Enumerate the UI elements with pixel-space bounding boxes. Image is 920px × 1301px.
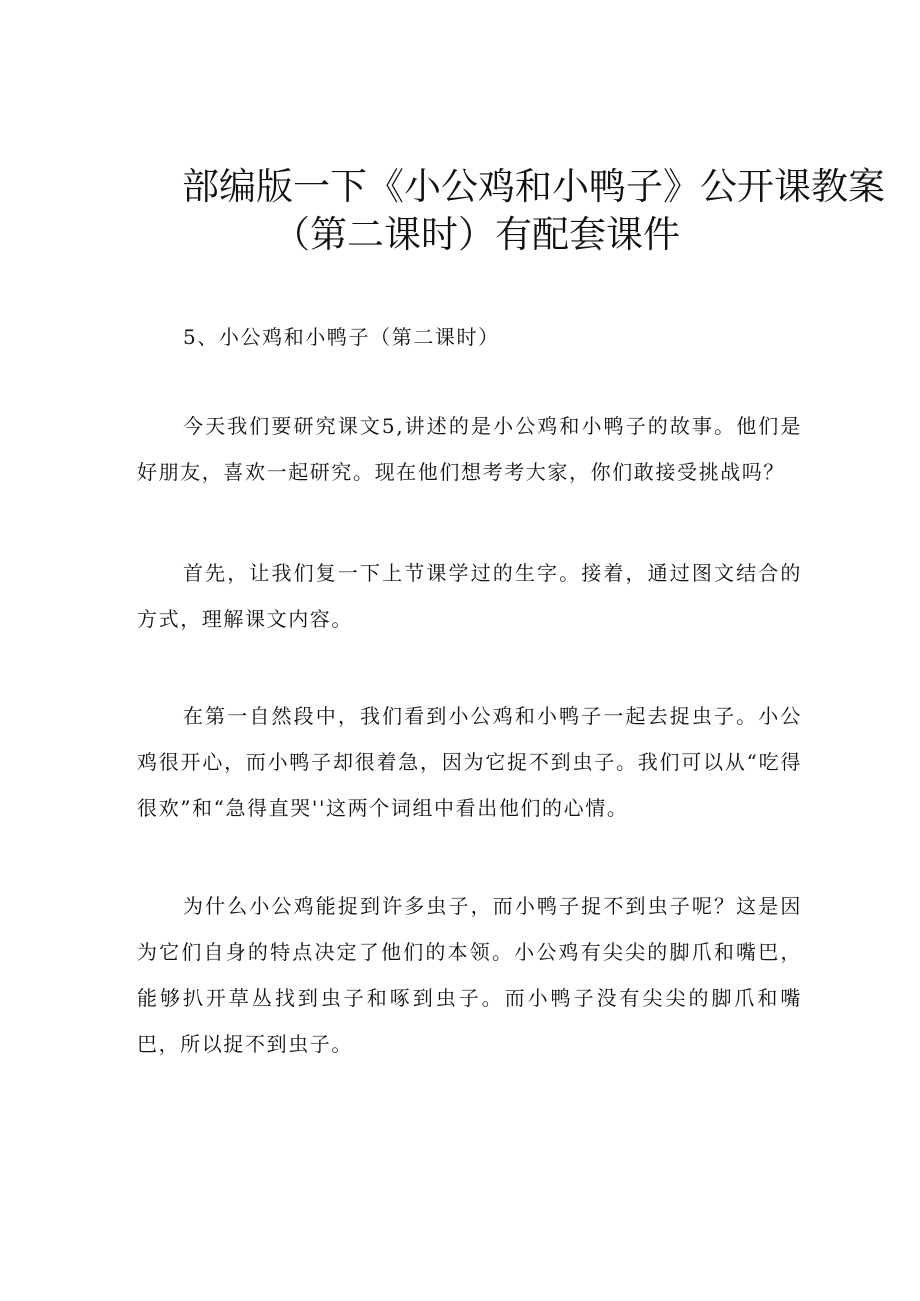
paragraph-explanation: 为什么小公鸡能捉到许多虫子，而小鸭子捉不到虫子呢？这是因为它们自身的特点决定了他们的本领。小公鸡有尖尖的脚爪和嘴巴，能够扒开草丛找到虫子和啄到虫子。而小鸭子没有尖尖的脚爪和嘴巴，所以捉不到虫子。 [137, 894, 802, 1056]
lesson-heading: 5、小公鸡和小鸭子（第二课时） [183, 325, 500, 349]
document-title-line-1: 部编版一下《小公鸡和小鸭子》公开课教案 [182, 165, 885, 208]
paragraph-review: 首先，让我们复一下上节课学过的生字。接着，通过图文结合的方式，理解课文内容。 [137, 561, 802, 631]
paragraph-intro: 今天我们要研究课文5,讲述的是小公鸡和小鸭子的故事。他们是好朋友，喜欢一起研究。现在他们想考考大家，你们敢接受挑战吗？ [137, 414, 802, 484]
paragraph-first-section: 在第一自然段中，我们看到小公鸡和小鸭子一起去捉虫子。小公鸡很开心，而小鸭子却很着急，因为它捉不到虫子。我们可以从“吃得很欢”和“急得直哭''这两个词组中看出他们的心情。 [137, 704, 802, 820]
document-title-line-2: （第二课时）有配套课件 [273, 213, 680, 256]
